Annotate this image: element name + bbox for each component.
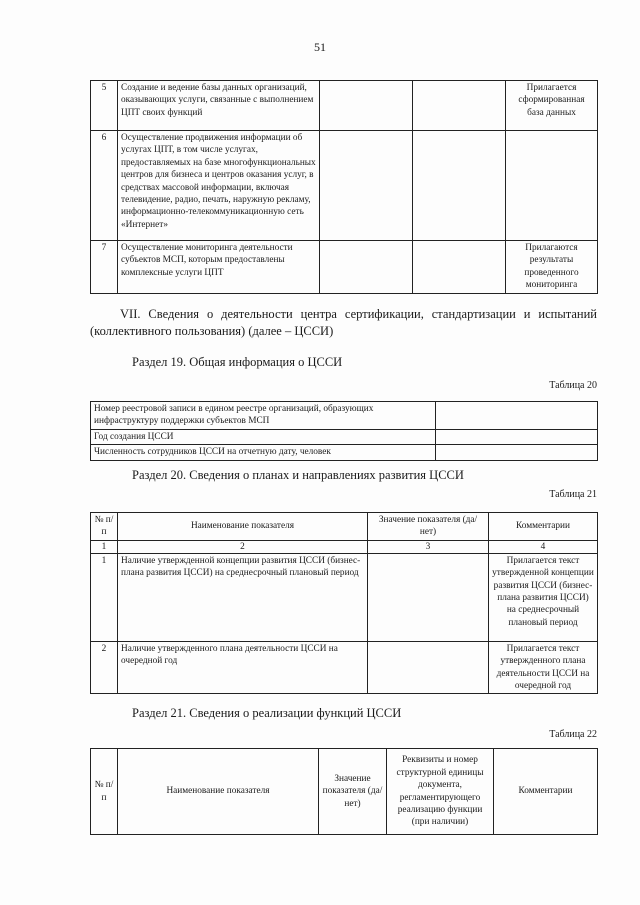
indicator-name: Численность сотрудников ЦССИ на отчетную дату, человек [91,445,436,460]
column-number: 1 [91,540,118,553]
table-header-row [91,749,598,835]
table-top [90,80,598,294]
header-value: Значение показателя (да/нет) [368,513,489,541]
column-number-row [91,540,598,553]
header-name: Наименование показателя [118,749,319,835]
value-cell [413,131,506,241]
indicator-name: Номер реестровой записи в едином реестре организаций, образующих инфраструктуру поддержки субъектов МСП [91,402,436,430]
table-21 [90,512,598,694]
table-row [91,81,598,131]
razdel-20-title: Раздел 20. Сведения о планах и направлениях развития ЦССИ [132,468,464,482]
value-cell [413,241,506,294]
comment-cell: Прилагается текст утвержденной концепции развития ЦССИ (бизнес-плана развития ЦССИ) на среднесрочный плановый период [489,553,598,641]
header-comment: Комментарии [489,513,598,541]
header-num: № п/п [91,513,118,541]
table-row [91,131,598,241]
column-number: 4 [489,540,598,553]
comment-cell [506,131,598,241]
comment-cell: Прилагается сформированная база данных [506,81,598,131]
row-number: 7 [91,241,118,294]
indicator-name: Наличие утвержденной концепции развития ЦССИ (бизнес-плана развития ЦССИ) на среднесрочный плановый период [118,553,368,641]
indicator-name: Осуществление продвижения информации об услугах ЦПТ, в том числе услугах, предоставляемых на базе многофункциональных центров для бизнеса и центров оказания услуг, в средствах массовой информации, включая телевидение, радио, печать, наружную рекламу, информационно-телекоммуникационную сеть «Интернет» [118,131,320,241]
indicator-name: Наличие утвержденного плана деятельности ЦССИ на очередной год [118,641,368,694]
razdel-21-title: Раздел 21. Сведения о реализации функций ЦССИ [132,706,402,720]
header-num: № п/п [91,749,118,835]
row-number: 5 [91,81,118,131]
header-name: Наименование показателя [118,513,368,541]
table-header-row [91,513,598,541]
razdel-19-title: Раздел 19. Общая информация о ЦССИ [132,355,343,369]
value-cell [368,641,489,694]
table-row [91,553,598,641]
section-vii-title: VII. Сведения о деятельности центра сертификации, стандартизации и испытаний (коллективного пользования) (далее – ЦССИ) [90,307,597,338]
indicator-name: Осуществление мониторинга деятельности субъектов МСП, которым предоставлены комплексные услуги ЦПТ [118,241,320,294]
table-21-caption: Таблица 21 [549,489,597,500]
table-20-caption: Таблица 20 [549,380,597,391]
header-comment: Комментарии [494,749,598,835]
table-row [91,429,598,444]
value-cell [413,81,506,131]
table-row [91,241,598,294]
table-row [91,402,598,430]
table-row [91,641,598,694]
indicator-name: Год создания ЦССИ [91,429,436,444]
table-row [91,445,598,460]
value-cell [436,402,598,430]
value-cell [320,81,413,131]
row-number: 1 [91,553,118,641]
value-cell [320,241,413,294]
comment-cell: Прилагается текст утвержденного плана деятельности ЦССИ на очередной год [489,641,598,694]
value-cell [436,429,598,444]
table-22-caption: Таблица 22 [549,729,597,740]
indicator-name: Создание и ведение базы данных организаций, оказывающих услуги, связанные с выполнением ЦПТ своих функций [118,81,320,131]
row-number: 6 [91,131,118,241]
comment-cell: Прилагаются результаты проведенного мониторинга [506,241,598,294]
row-number: 2 [91,641,118,694]
header-requisites: Реквизиты и номер структурной единицы документа, регламентирующего реализацию функции (при наличии) [387,749,494,835]
column-number: 3 [368,540,489,553]
table-22 [90,748,598,835]
page-number: 51 [314,40,326,54]
column-number: 2 [118,540,368,553]
table-20 [90,401,598,461]
value-cell [436,445,598,460]
value-cell [368,553,489,641]
value-cell [320,131,413,241]
header-value: Значение показателя (да/нет) [319,749,387,835]
